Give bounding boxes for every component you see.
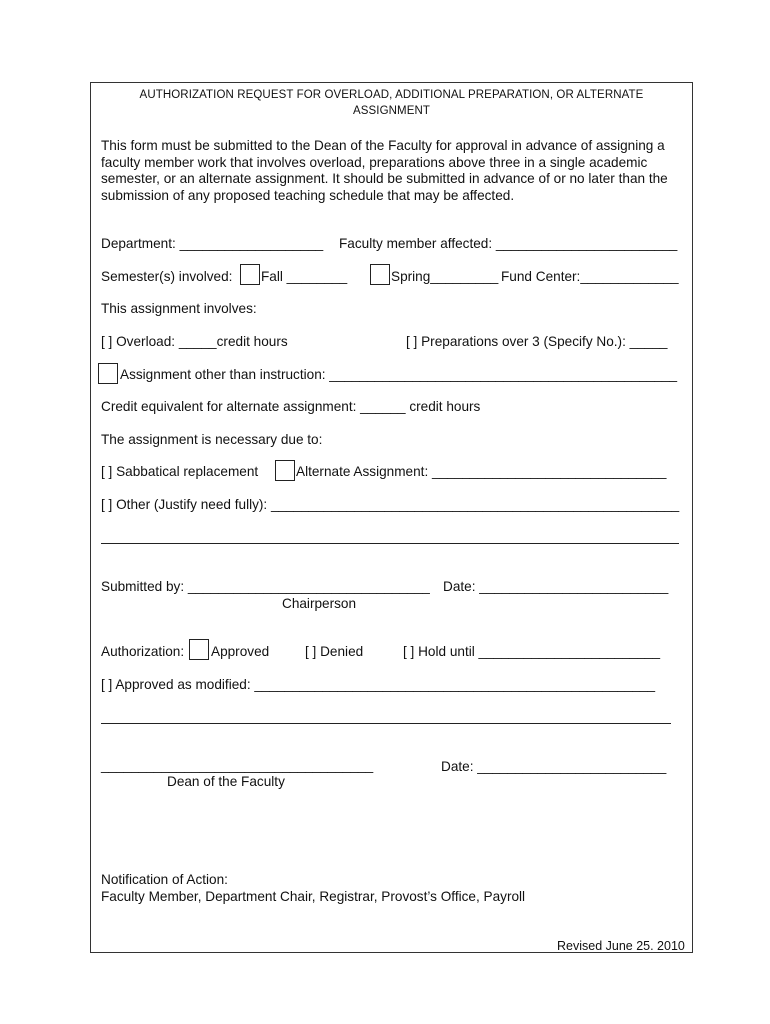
modified-continuation-line[interactable] [101,723,671,724]
fall-checkbox[interactable] [240,264,260,285]
alternate-assignment-checkbox[interactable] [275,460,295,481]
approved-modified-field[interactable]: [ ] Approved as modified: _____________________________________________________ [101,677,656,692]
department-field[interactable]: Department: ___________________ [101,236,324,251]
necessary-due-label: The assignment is necessary due to: [101,432,323,447]
revised-date: Revised June 25. 2010 [557,939,685,953]
notification-label: Notification of Action: [101,872,228,887]
approved-checkbox[interactable] [189,639,209,660]
notification-list: Faculty Member, Department Chair, Registrar, Provost’s Office, Payroll [101,889,526,904]
other-than-instruction-checkbox[interactable] [98,363,118,384]
intro-paragraph: This form must be submitted to the Dean of the Faculty for approval in advance of assigning a faculty member work that involves overload, preparations above three in a single academic semester, or an alternate assignment. It should be submitted in advance of or no later than the submission of any proposed teaching schedule that may be affected. [101,138,668,203]
sabbatical-field[interactable]: [ ] Sabbatical replacement [101,464,259,479]
form-title-line2: ASSIGNMENT [352,105,431,117]
assignment-involves-label: This assignment involves: [101,301,257,316]
semester-label: Semester(s) involved: [101,269,233,284]
spring-checkbox[interactable] [370,264,390,285]
preparations-field[interactable]: [ ] Preparations over 3 (Specify No.): _____ [406,334,668,349]
dean-label: Dean of the Faculty [167,774,285,789]
denied-option[interactable]: [ ] Denied [305,644,364,659]
submitted-date-field[interactable]: Date: _________________________ [443,579,669,594]
other-than-instruction-field[interactable]: Assignment other than instruction: ______________________________________________ [120,367,678,382]
dean-signature-line[interactable]: ____________________________________ [101,758,374,773]
overload-field[interactable]: [ ] Overload: _____credit hours [101,334,288,349]
spring-field[interactable]: Spring_________ [391,269,499,284]
dean-date-field[interactable]: Date: _________________________ [441,759,667,774]
chairperson-label: Chairperson [282,596,357,611]
alternate-assignment-field[interactable]: Alternate Assignment: _______________________________ [296,464,667,479]
authorization-form [90,82,693,953]
justify-continuation-line[interactable] [101,543,679,544]
approved-label: Approved [211,644,270,659]
hold-until-field[interactable]: [ ] Hold until ________________________ [403,644,661,659]
credit-equivalent-field[interactable]: Credit equivalent for alternate assignment: ______ credit hours [101,399,481,414]
form-title-line1: AUTHORIZATION REQUEST FOR OVERLOAD, ADDITIONAL PREPARATION, OR ALTERNATE [139,89,644,101]
other-justify-field[interactable]: [ ] Other (Justify need fully): ______________________________________________________ [101,497,680,512]
fall-field[interactable]: Fall ________ [261,269,348,284]
submitted-by-field[interactable]: Submitted by: ________________________________ [101,579,430,594]
authorization-label: Authorization: [101,644,185,659]
fund-center-field[interactable]: Fund Center:_____________ [501,269,679,284]
faculty-member-field[interactable]: Faculty member affected: ________________________ [339,236,678,251]
